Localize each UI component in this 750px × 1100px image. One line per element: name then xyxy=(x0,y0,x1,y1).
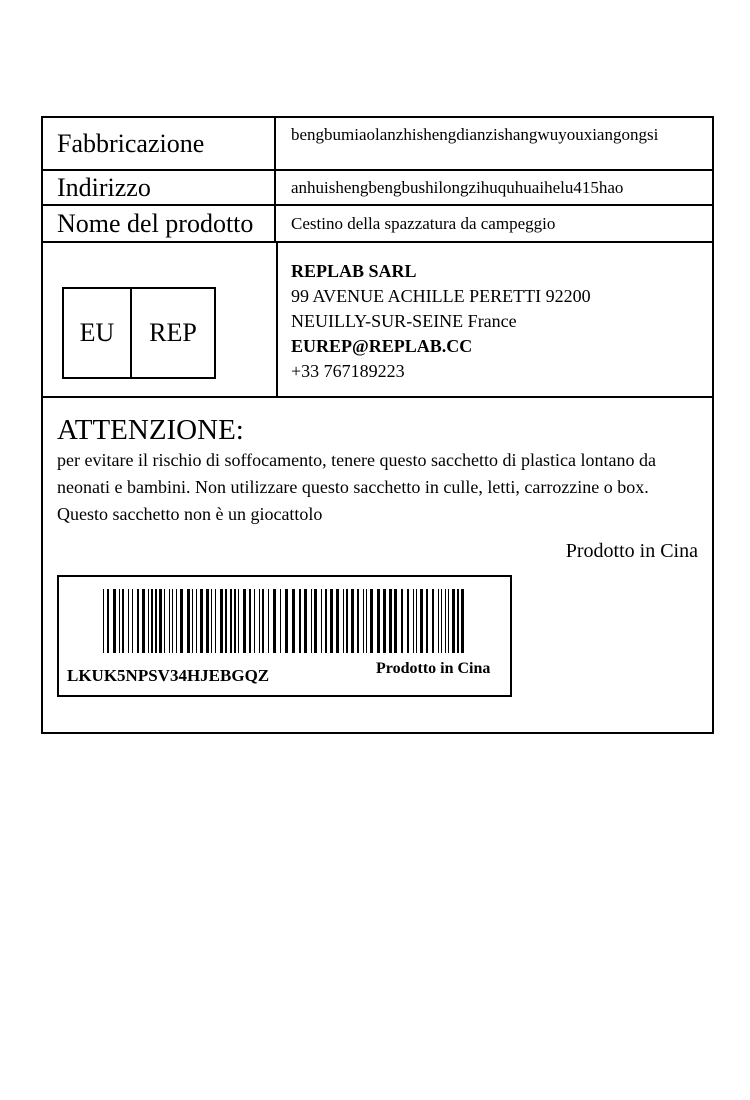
barcode-bar xyxy=(187,589,190,653)
barcode-bar xyxy=(262,589,264,653)
address-value: anhuishengbengbushilongzihuquhuaihelu415hao xyxy=(291,178,624,197)
barcode-bar xyxy=(206,589,209,653)
manufacturer-row xyxy=(43,118,712,171)
eu-rep-symbol xyxy=(62,287,216,379)
barcode-bar xyxy=(394,589,397,653)
barcode-code: LKUK5NPSV34HJEBGQZ xyxy=(67,666,270,685)
barcode-bar xyxy=(336,589,339,653)
product-row xyxy=(43,206,712,243)
barcode-bar xyxy=(148,589,149,653)
barcode-box xyxy=(57,575,512,697)
barcode-bar xyxy=(401,589,403,653)
barcode-bar xyxy=(377,589,380,653)
barcode-bar xyxy=(215,589,216,653)
barcode-bar xyxy=(452,589,455,653)
barcode-bar xyxy=(119,589,120,653)
barcode-bar xyxy=(225,589,227,653)
barcode-bar xyxy=(107,589,109,653)
barcode-bar xyxy=(357,589,359,653)
barcode-bar xyxy=(169,589,170,653)
barcode-bar xyxy=(273,589,276,653)
barcode-bar xyxy=(426,589,428,653)
barcode-bar xyxy=(330,589,333,653)
barcode-bar xyxy=(448,589,449,653)
barcode-bar xyxy=(234,589,236,653)
barcode-bar xyxy=(299,589,301,653)
eu-rep-symbol-rep: REP xyxy=(149,318,197,347)
barcode-bar xyxy=(243,589,246,653)
eu-rep-info xyxy=(291,259,591,384)
barcode-bar xyxy=(461,589,464,653)
barcode-bar xyxy=(351,589,354,653)
barcode-bars xyxy=(103,589,465,653)
barcode-bar xyxy=(180,589,183,653)
barcode-bar xyxy=(249,589,251,653)
barcode-bar xyxy=(445,589,446,653)
barcode-bar xyxy=(176,589,177,653)
barcode-bar xyxy=(325,589,327,653)
barcode-bar xyxy=(200,589,203,653)
barcode-bar xyxy=(238,589,239,653)
eu-rep-email: EUREP@REPLAB.CC xyxy=(291,336,473,356)
barcode-bar xyxy=(142,589,145,653)
barcode-bar xyxy=(137,589,139,653)
barcode-bar xyxy=(413,589,414,653)
eu-rep-divider xyxy=(276,243,278,396)
barcode-bar xyxy=(366,589,367,653)
barcode-bar xyxy=(346,589,348,653)
barcode-bar xyxy=(211,589,212,653)
barcode-bar xyxy=(230,589,232,653)
barcode-bar xyxy=(416,589,417,653)
barcode-bar xyxy=(103,589,104,653)
barcode-bar xyxy=(132,589,133,653)
product-label xyxy=(41,116,714,734)
address-row xyxy=(43,171,712,206)
barcode-bar xyxy=(441,589,442,653)
barcode-bar xyxy=(457,589,459,653)
barcode-bar xyxy=(304,589,307,653)
barcode-bar xyxy=(254,589,255,653)
barcode-bar xyxy=(370,589,373,653)
warning-text: per evitare il rischio di soffocamento, tenere questo sacchetto di plastica lontano da neonati e bambini. Non utilizzare questo sacchetto in culle, letti, carrozzine o box. Questo sacchetto non è un giocattolo xyxy=(57,450,656,524)
barcode-bar xyxy=(164,589,165,653)
warning-title: ATTENZIONE: xyxy=(57,414,244,446)
barcode-bar xyxy=(151,589,153,653)
barcode-bar xyxy=(155,589,157,653)
barcode-bar xyxy=(311,589,312,653)
manufacturer-heading: Fabbricazione xyxy=(43,118,276,169)
barcode-origin: Prodotto in Cina xyxy=(376,660,491,677)
barcode-bar xyxy=(321,589,322,653)
barcode-bar xyxy=(285,589,288,653)
barcode-bar xyxy=(363,589,364,653)
barcode-bar xyxy=(159,589,162,653)
barcode-bar xyxy=(432,589,434,653)
barcode-bar xyxy=(280,589,281,653)
barcode-bar xyxy=(259,589,260,653)
eu-rep-phone: +33 767189223 xyxy=(291,361,405,381)
barcode-bar xyxy=(292,589,295,653)
manufacturer-value: bengbumiaolanzhishengdianzishangwuyouxiangongsi xyxy=(291,125,659,144)
eu-rep-symbol-eu: EU xyxy=(64,289,132,377)
barcode-bar xyxy=(172,589,173,653)
eu-rep-row xyxy=(43,243,712,398)
eu-rep-address-line1: 99 AVENUE ACHILLE PERETTI 92200 xyxy=(291,286,591,306)
barcode-bar xyxy=(420,589,423,653)
barcode-bar xyxy=(113,589,116,653)
product-heading: Nome del prodotto xyxy=(43,206,276,241)
barcode-bar xyxy=(314,589,317,653)
barcode-bar xyxy=(268,589,269,653)
product-value: Cestino della spazzatura da campeggio xyxy=(291,214,556,233)
barcode-bar xyxy=(122,589,124,653)
warning-section xyxy=(57,414,697,528)
eu-rep-address-line2: NEUILLY-SUR-SEINE France xyxy=(291,311,517,331)
barcode-bar xyxy=(343,589,344,653)
barcode-bar xyxy=(407,589,409,653)
barcode-bar xyxy=(220,589,223,653)
barcode-bar xyxy=(128,589,129,653)
barcode-bar xyxy=(192,589,193,653)
barcode-bar xyxy=(438,589,439,653)
eu-rep-company: REPLAB SARL xyxy=(291,261,417,281)
barcode-bar xyxy=(383,589,386,653)
address-heading: Indirizzo xyxy=(43,171,276,204)
barcode-bar xyxy=(196,589,197,653)
barcode-bar xyxy=(389,589,392,653)
origin-text: Prodotto in Cina xyxy=(565,540,698,562)
